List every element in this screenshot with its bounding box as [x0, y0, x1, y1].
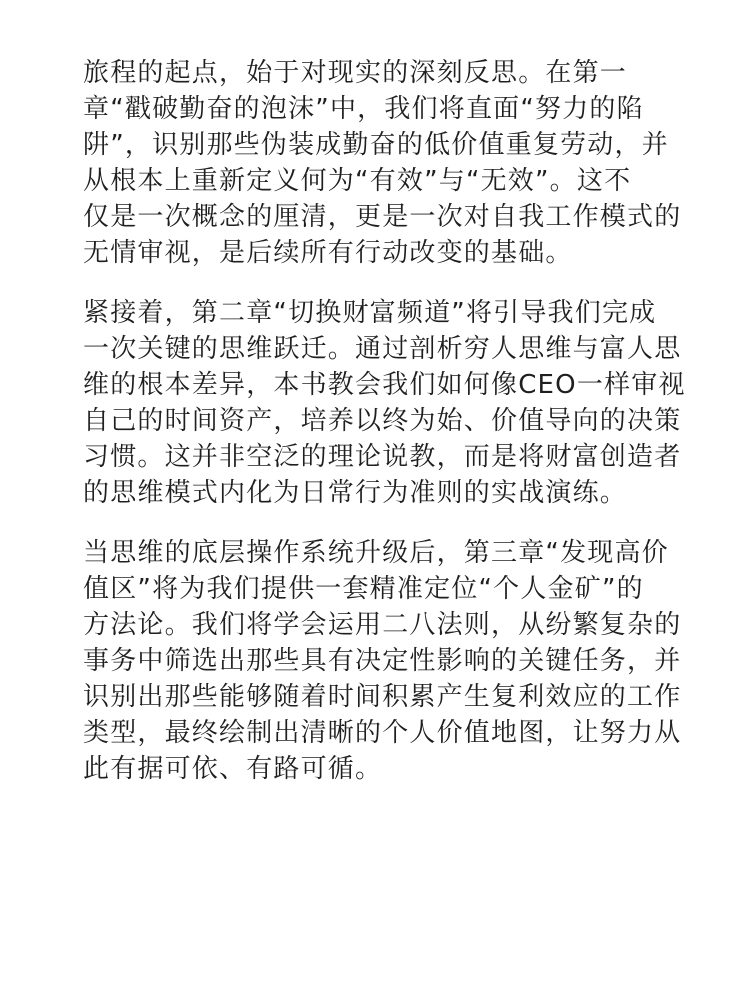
text-line: 习惯。这并非空泛的理论说教，而是将财富创造者	[83, 442, 682, 472]
text-line: 章“戳破勤奋的泡沫”中，我们将直面“努力的陷	[83, 94, 644, 124]
text-line: 事务中筛选出那些具有决定性影响的关键任务，并	[83, 646, 682, 676]
text-line: 旅程的起点，始于对现实的深刻反思。在第一	[83, 58, 628, 88]
text-line: 紧接着，第二章“切换财富频道”将引导我们完成	[83, 298, 657, 328]
text-line: 仅是一次概念的厘清，更是一次对自我工作模式的	[83, 202, 682, 232]
text-line: 识别出那些能够随着时间积累产生复利效应的工作	[83, 682, 682, 712]
text-line: 当思维的底层操作系统升级后，第三章“发现高价	[83, 538, 669, 568]
text-line: 自己的时间资产，培养以终为始、价值导向的决策	[83, 406, 682, 436]
text-line: 方法论。我们将学会运用二八法则，从纷繁复杂的	[83, 610, 682, 640]
text-line: 的思维模式内化为日常行为准则的实战演练。	[83, 478, 628, 508]
text-line: 类型，最终绘制出清晰的个人价值地图，让努力从	[83, 718, 682, 748]
text-line: 从根本上重新定义何为“有效”与“无效”。这不	[83, 166, 632, 196]
text-line: 维的根本差异，本书教会我们如何像CEO一样审视	[83, 370, 686, 400]
text-line: 阱”，识别那些伪装成勤奋的低价值重复劳动，并	[83, 130, 669, 160]
text-line: 无情审视，是后续所有行动改变的基础。	[83, 238, 573, 268]
text-line: 值区”将为我们提供一套精准定位“个人金矿”的	[83, 574, 644, 604]
text-line: 此有据可依、有路可循。	[83, 754, 383, 784]
text-line: 一次关键的思维跃迁。通过剖析穷人思维与富人思	[83, 334, 682, 364]
